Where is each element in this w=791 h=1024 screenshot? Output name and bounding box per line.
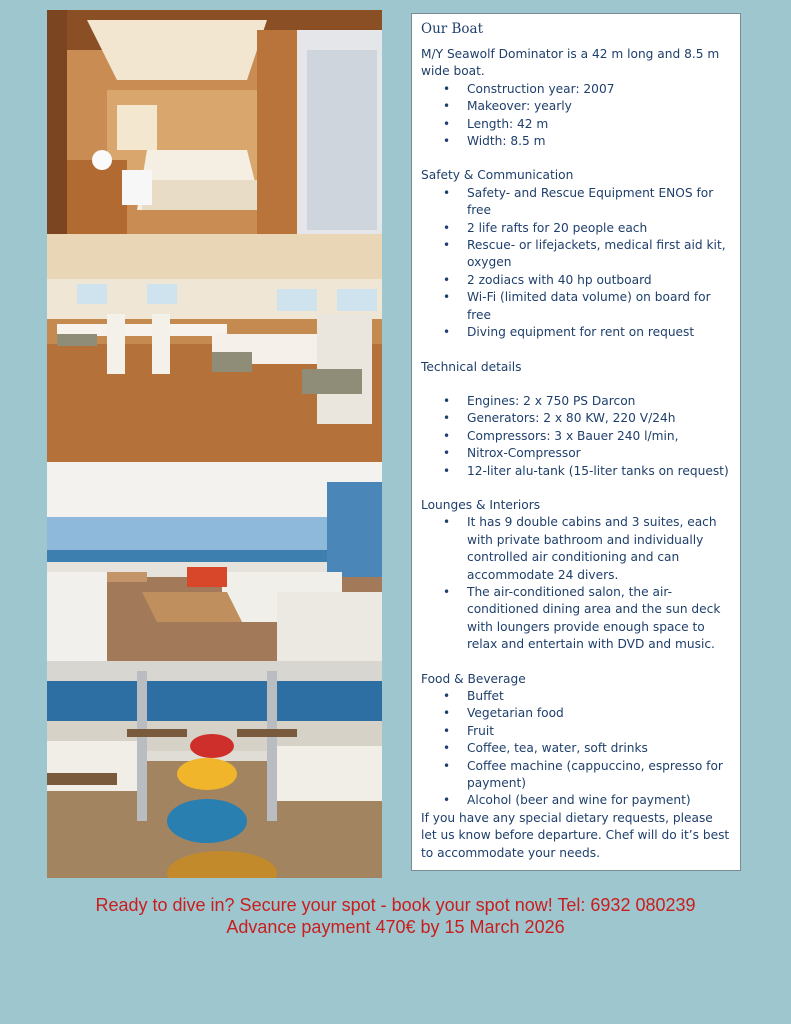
food-heading: Food & Beverage <box>421 671 526 686</box>
list-item: • Construction year: 2007 <box>467 81 731 98</box>
payment-line: Advance payment 470€ by 15 March 2026 <box>226 917 565 937</box>
list-item: • Buffet <box>467 688 731 705</box>
list-item: • Nitrox-Compressor <box>467 445 731 462</box>
dining-salon-photo <box>47 234 382 462</box>
lounges-list <box>421 514 731 653</box>
list-item: • 12-liter alu-tank (15-liter tanks on request) <box>467 463 731 480</box>
list-item: • Engines: 2 x 750 PS Darcon <box>467 393 731 410</box>
list-item: • Alcohol (beer and wine for payment) <box>467 792 731 809</box>
list-item: • Diving equipment for rent on request <box>467 324 731 341</box>
technical-list <box>421 393 731 480</box>
list-item: • Coffee machine (cappuccino, espresso for payment) <box>467 758 731 793</box>
food-list <box>421 688 731 810</box>
technical-heading: Technical details <box>421 359 522 374</box>
safety-heading: Safety & Communication <box>421 168 574 183</box>
photo-column <box>47 10 382 878</box>
list-item: • 2 zodiacs with 40 hp outboard <box>467 272 731 289</box>
booking-footer <box>0 894 791 938</box>
boat-intro: M/Y Seawolf Dominator is a 42 m long and 8.5 m wide boat. <box>421 47 720 79</box>
list-item: • Safety- and Rescue Equipment ENOS for free <box>467 185 731 220</box>
list-item: • Fruit <box>467 723 731 740</box>
list-item: • Width: 8.5 m <box>467 133 731 150</box>
panel-title: Our Boat <box>421 21 484 37</box>
list-item: • Coffee, tea, water, soft drinks <box>467 740 731 757</box>
list-item: • It has 9 double cabins and 3 suites, each with private bathroom and individually controlled air conditioning and can accommodate 24 divers. <box>467 514 731 584</box>
booking-line: Ready to dive in? Secure your spot - book your spot now! Tel: 6932 080239 <box>95 895 696 915</box>
dietary-note: If you have any special dietary requests, please let us know before departure. Chef will do it’s best to accommodate your needs. <box>421 810 730 860</box>
list-item: • The air-conditioned salon, the air-conditioned dining area and the sun deck with loungers provide enough space to relax and entertain with DVD and music. <box>467 584 731 654</box>
list-item: • Generators: 2 x 80 KW, 220 V/24h <box>467 410 731 427</box>
list-item: • Length: 42 m <box>467 116 731 133</box>
list-item: • Wi-Fi (limited data volume) on board for free <box>467 289 731 324</box>
list-item: • 2 life rafts for 20 people each <box>467 220 731 237</box>
aft-deck-photo <box>47 661 382 878</box>
sun-deck-photo <box>47 462 382 661</box>
list-item: • Vegetarian food <box>467 705 731 722</box>
cabin-photo <box>47 10 382 234</box>
safety-list <box>421 185 731 342</box>
list-item: • Compressors: 3 x Bauer 240 l/min, <box>467 428 731 445</box>
boat-specs-list <box>421 81 731 151</box>
our-boat-panel <box>411 13 741 871</box>
list-item: • Makeover: yearly <box>467 98 731 115</box>
lounges-heading: Lounges & Interiors <box>421 497 541 512</box>
list-item: • Rescue- or lifejackets, medical first aid kit, oxygen <box>467 237 731 272</box>
